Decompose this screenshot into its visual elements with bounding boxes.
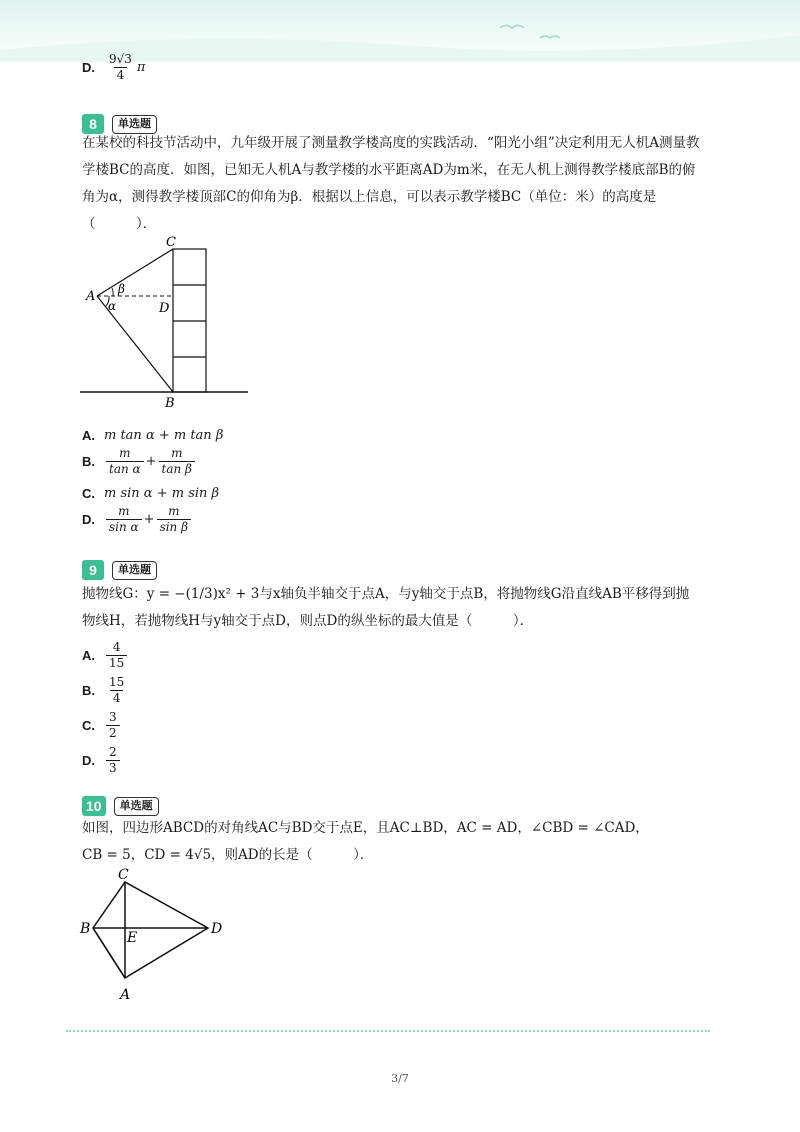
- fraction-denominator: sin β: [157, 519, 191, 535]
- question-10-header: [82, 796, 159, 816]
- question-9-line1: 抛物线G：y = −(1/3)x² + 3与x轴负半轴交于点A，与y轴交于点B，将抛物线G沿直线AB平移得到抛: [82, 586, 690, 602]
- q9-option-d[interactable]: [82, 745, 122, 776]
- fraction-denominator: 3: [106, 760, 120, 776]
- fraction-numerator: m: [119, 446, 131, 460]
- fraction: [106, 446, 144, 477]
- question-9-line2: 物线H，若抛物线H与y轴交于点D，则点D的纵坐标的最大值是（ ）．: [82, 613, 534, 629]
- fraction-numerator: m: [118, 504, 130, 518]
- q8-figure: [80, 232, 260, 412]
- bird-icon: [540, 36, 560, 38]
- label-a: A: [120, 987, 131, 1003]
- fraction: [106, 745, 120, 776]
- page-divider: [66, 1030, 710, 1032]
- question-type-badge: 单选题: [112, 115, 157, 134]
- label-b: B: [165, 396, 175, 411]
- label-d: D: [159, 301, 170, 316]
- page-number: 3/7: [391, 1072, 409, 1085]
- label-e: E: [127, 930, 138, 946]
- option-label: B.: [82, 683, 95, 698]
- label-d: D: [211, 921, 223, 937]
- option-label: D.: [82, 753, 95, 768]
- option-label: C.: [82, 486, 95, 501]
- question-10-line2: CB = 5，CD = 4√5，则AD的长是（ ）．: [82, 847, 374, 863]
- plus-sign: +: [143, 512, 155, 527]
- option-text: m sin α + m sin β: [104, 486, 220, 501]
- q10-figure: [78, 866, 238, 1006]
- question-9-header: [82, 560, 157, 580]
- option-text: m tan α + m tan β: [104, 428, 224, 443]
- fraction-denominator: 4: [114, 67, 128, 83]
- q7-option-d[interactable]: [82, 52, 145, 83]
- bird-icon: [500, 26, 524, 29]
- label-a: A: [86, 289, 96, 304]
- label-c: C: [118, 867, 129, 883]
- q9-option-b[interactable]: [82, 675, 129, 706]
- q8-option-a[interactable]: [82, 428, 223, 443]
- fraction: [106, 675, 127, 706]
- q9-option-a[interactable]: [82, 640, 129, 671]
- question-8-text: 在某校的科技节活动中，九年级开展了测量教学楼高度的实践活动．“阳光小组”决定利用无人机A测量教学楼BC的高度．如图，已知无人机A与教学楼的水平距离AD为m米，在无人机上测得教学楼底部B的俯角为α，测得教学楼顶部C的仰角为β．根据以上信息，可以表示教学楼BC（单位：米）的高度是（ ）．: [82, 135, 700, 232]
- plus-sign: +: [145, 454, 157, 469]
- label-beta: β: [118, 282, 125, 296]
- fraction-numerator: 2: [109, 745, 117, 759]
- option-label: D.: [82, 60, 95, 75]
- option-label: A.: [82, 428, 95, 443]
- option-label: D.: [82, 512, 95, 527]
- option-label: B.: [82, 454, 95, 469]
- fraction-numerator: 3: [109, 710, 117, 724]
- pi-symbol: π: [136, 60, 146, 75]
- fraction-numerator: 4: [112, 640, 121, 654]
- question-number: 10: [82, 796, 106, 816]
- fraction-denominator: tan β: [159, 461, 195, 477]
- q8-option-b[interactable]: [82, 446, 197, 477]
- fraction: [106, 710, 120, 741]
- fraction-numerator: m: [168, 504, 180, 518]
- fraction: [159, 446, 195, 477]
- fraction-denominator: 4: [110, 690, 124, 706]
- fraction-numerator: 9√3: [109, 52, 132, 66]
- label-alpha: α: [108, 299, 117, 313]
- option-label: A.: [82, 648, 95, 663]
- fraction-numerator: 15: [109, 675, 125, 689]
- fraction-numerator: m: [171, 446, 183, 460]
- option-label: C.: [82, 718, 95, 733]
- fraction: [106, 504, 142, 535]
- q9-option-c[interactable]: [82, 710, 122, 741]
- fraction-denominator: 2: [106, 725, 120, 741]
- fraction-denominator: tan α: [106, 461, 144, 477]
- question-10-line1: 如图，四边形ABCD的对角线AC与BD交于点E，且AC⊥BD，AC = AD，∠CBD = ∠CAD，: [82, 820, 649, 836]
- q8-option-c[interactable]: [82, 486, 219, 501]
- label-c: C: [166, 235, 176, 250]
- question-number: 8: [82, 114, 104, 134]
- fraction: [106, 640, 127, 671]
- fraction-denominator: sin α: [106, 519, 142, 535]
- label-b: B: [80, 921, 91, 937]
- fraction-denominator: 15: [106, 655, 127, 671]
- question-type-badge: 单选题: [114, 797, 159, 816]
- q8-option-d[interactable]: [82, 504, 193, 535]
- question-number: 9: [82, 560, 104, 580]
- question-type-badge: 单选题: [112, 561, 157, 580]
- fraction: [157, 504, 191, 535]
- fraction: [106, 52, 135, 83]
